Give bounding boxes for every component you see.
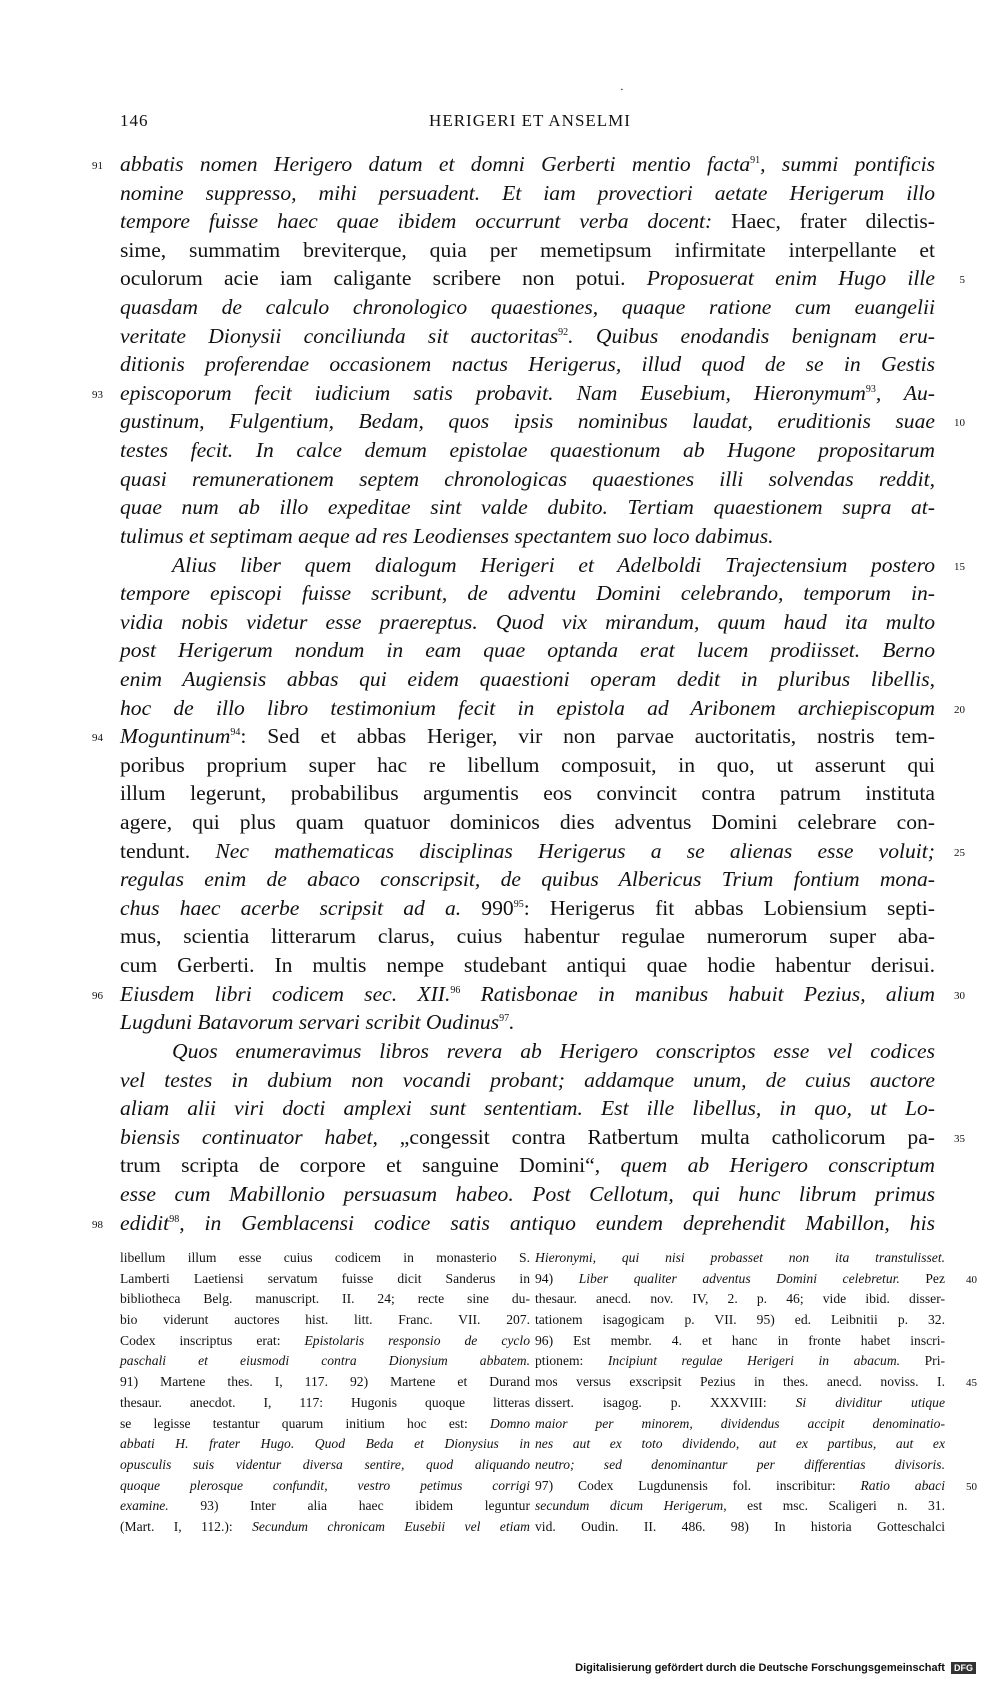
main-text-line [120, 350, 935, 379]
text-run: edidit [120, 1210, 170, 1235]
footnote-right-line [535, 1289, 945, 1310]
footnote-left-line [120, 1310, 530, 1331]
footnote-right-line [535, 1476, 977, 1497]
text-run: Incipiunt regulae Herigeri in abacum. [607, 1353, 901, 1369]
footnote-left-line [120, 1434, 530, 1455]
main-text-line [120, 1123, 965, 1152]
text-run: episcoporum fecit iudicium satis probavit. Nam Eusebium, Hieronymum [120, 380, 866, 405]
text-run: Pez [899, 1270, 945, 1286]
footnote-marker: 91 [92, 160, 103, 172]
footnote-left-line [120, 1496, 530, 1517]
text-run: Lamberti Laetiensi servatum fuisse dicit Sanderus in [120, 1270, 530, 1286]
footnote-right-line [535, 1434, 945, 1455]
main-text [92, 150, 965, 1237]
page-mark: ▪ [621, 88, 623, 93]
line-number: 50 [966, 1480, 977, 1493]
main-text-line [120, 779, 935, 808]
text-run: testes fecit. In calce demum epistolae quaestionum ab Hugone propositarum [120, 438, 935, 463]
footnote-reference: 93 [865, 383, 876, 395]
footnote-left-line [120, 1351, 530, 1372]
text-run: Lugduni Batavorum servari scribit Oudinus [120, 1010, 500, 1035]
text-run: : Sed et abbas Heriger, vir non parvae auctoritatis, nostris tem- [240, 724, 935, 749]
main-text-line [120, 1008, 935, 1037]
main-text-line [120, 1094, 935, 1123]
main-text-line [92, 379, 935, 408]
text-run: quoque plerosque confundit, vestro petimus corrigi [120, 1477, 530, 1493]
text-run: tationem isagogicam p. VII. 95) ed. Leibnitii p. 32. [535, 1312, 945, 1328]
text-run: dissert. isagog. p. XXXVIII: [535, 1394, 796, 1410]
text-run: ditionis proferendae occasionem nactus Herigerus, illud quod de se in Gestis [120, 352, 935, 377]
line-number: 10 [954, 417, 965, 430]
footnote-reference: 96 [450, 984, 461, 996]
footnote-right-line [535, 1269, 977, 1290]
main-text-line [92, 980, 965, 1009]
text-run: libellum illum esse cuius codicem in monasterio S. [120, 1250, 530, 1265]
footnote-left-line [120, 1393, 530, 1414]
main-text-line [120, 694, 965, 723]
main-text-line [120, 1037, 935, 1066]
text-run: : Herigerus fit abbas Lobiensium septi- [523, 895, 935, 920]
text-run: tempore fuisse haec quae ibidem occurrunt verba docent: [120, 209, 732, 234]
footnote-reference: 94 [230, 727, 241, 738]
main-text-line [92, 150, 935, 179]
text-run: 990 [481, 895, 514, 920]
footnote-marker: 94 [92, 732, 103, 745]
main-text-line [120, 207, 935, 236]
main-text-line [120, 551, 965, 580]
text-run: quasi remunerationem septem chronologicas quaestiones illi solvendas reddit, [120, 466, 935, 491]
text-run: oculorum acie iam caligante scribere non potui. [120, 266, 647, 291]
text-run: biensis continuator habet, [120, 1124, 400, 1149]
footnote-left-line [120, 1372, 530, 1393]
text-run: . [509, 1010, 515, 1035]
text-run: vel testes in dubium non vocandi probant; addamque unum, de cuius auctore [120, 1067, 935, 1092]
text-run: cum Gerberti. In multis nempe studebant antiqui quae hodie habentur derisui. [120, 953, 935, 978]
text-run: tulimus et septimam aeque ad res Leodienses spectantem suo loco dabimus. [120, 523, 774, 548]
line-number: 15 [954, 560, 965, 573]
text-run: abbati H. frater Hugo. Quod Beda et Dionysius in [120, 1436, 530, 1452]
footnote-left-line [120, 1289, 530, 1310]
main-text-line [120, 179, 935, 208]
main-text-line [120, 1066, 935, 1095]
text-run: agere, qui plus quam quatuor dominicos dies adventus Domini celebrare con- [120, 810, 935, 835]
text-run: ptionem: [535, 1353, 608, 1369]
text-run: tendunt. [120, 838, 216, 863]
text-run: Epistolaris responsio de cyclo [304, 1332, 530, 1348]
credit-text: Digitalisierung gefördert durch die Deutsche Forschungsgemeinschaft [575, 1662, 945, 1674]
text-run: veritate Dionysii conciliunda sit auctoritas [120, 323, 559, 348]
main-text-line [120, 951, 935, 980]
line-number: 30 [954, 989, 965, 1002]
text-run: Pri- [900, 1353, 945, 1369]
main-text-line [120, 579, 935, 608]
text-run: 93) Inter alia haec ibidem leguntur [168, 1498, 530, 1514]
text-run: 91) Martene thes. I, 117. 92) Martene et Durand [120, 1374, 530, 1390]
running-title: HERIGERI ET ANSELMI [429, 111, 631, 130]
text-run: vidia nobis videtur esse praereptus. Quod vix mirandum, quum haud ita multo [120, 609, 935, 634]
text-run: Proposuerat enim Hugo ille [646, 266, 935, 291]
text-run: Ratisbonae in manibus habuit Pezius, alium [460, 981, 936, 1006]
main-text-line [120, 465, 935, 494]
main-text-line [120, 636, 935, 665]
text-run: „congessit contra Ratbertum multa catholicorum pa- [399, 1124, 935, 1149]
text-run: maior per minorem, dividendus accipit denominatio- [535, 1415, 945, 1431]
running-head [120, 108, 940, 136]
footnote-right-line [535, 1331, 945, 1352]
main-text-line [120, 322, 935, 351]
text-run: chus haec acerbe scripsit ad a. [120, 895, 482, 920]
main-text-line [120, 922, 935, 951]
text-run: mus, scientia litterarum clarus, cuius habentur regulae numerorum super aba- [120, 924, 935, 949]
main-text-line [120, 407, 965, 436]
text-run: gustinum, Fulgentium, Bedam, quos ipsis nominibus laudat, eruditionis suae [120, 409, 935, 434]
footnote-right-line [535, 1351, 945, 1372]
main-text-line [92, 722, 935, 751]
text-run: se legisse testantur quarum initium hoc est: [120, 1415, 490, 1431]
text-run: Eiusdem libri codicem sec. XII. [120, 981, 451, 1006]
footnote-left-line [120, 1414, 530, 1435]
footnote-right-line [535, 1372, 977, 1393]
footnote-left-line [120, 1269, 530, 1290]
footnote-reference: 97 [499, 1013, 510, 1025]
footnote-right-line [535, 1393, 945, 1414]
footnote-right-line [535, 1414, 945, 1435]
footnote-left-line [120, 1476, 530, 1497]
page-number: 146 [120, 111, 149, 130]
text-run: paschali et eiusmodi contra Dionysium abbatem. [120, 1353, 530, 1369]
footnote-marker: 98 [92, 1218, 103, 1231]
footnote-left-line [120, 1517, 530, 1538]
line-number: 25 [954, 846, 965, 859]
text-run: neutro; sed denominantur per differentias divisoris. [535, 1456, 945, 1472]
text-run: Quos enumeravimus libros revera ab Herigero conscriptos esse vel codices [172, 1038, 935, 1063]
footnote-left-line [120, 1331, 530, 1352]
text-run: 94) [535, 1270, 579, 1286]
text-run: Liber qualiter adventus Domini celebretur. [578, 1270, 900, 1286]
footnote-marker: 93 [92, 388, 103, 401]
text-run: post Herigerum nondum in eam quae optanda erat lucem prodiisset. Berno [120, 638, 935, 663]
text-run: Ratio abaci [860, 1477, 945, 1493]
text-run: vid. Oudin. II. 486. 98) In historia Gotteschalci [535, 1518, 945, 1534]
text-run: secundum dicum Herigerum, [535, 1498, 727, 1514]
line-number: 45 [966, 1377, 977, 1390]
line-number: 40 [966, 1273, 977, 1286]
text-run: 96) Est membr. 4. et hanc in fronte habet inscri- [535, 1332, 945, 1348]
text-run: illum legerunt, probabilibus argumentis eos convincit contra patrum instituta [120, 781, 935, 806]
footnotes-left-column [120, 1248, 530, 1538]
footnote-right-line [535, 1248, 945, 1269]
main-text-line [120, 837, 965, 866]
main-text-line [120, 865, 935, 894]
digitization-credit [575, 1662, 976, 1674]
text-run: bio viderunt auctores hist. litt. Franc. VII. 207. [120, 1312, 530, 1328]
text-run: opusculis suis videntur diversa sentire, quod aliquando [120, 1456, 530, 1472]
text-run: Secundum chronicam Eusebii vel etiam [252, 1518, 531, 1534]
text-run: tempore episcopi fuisse scribunt, de adventu Domini celebrando, temporum in- [120, 581, 935, 606]
footnote-right-line [535, 1455, 945, 1476]
main-text-line [120, 665, 935, 694]
main-text-line [120, 264, 965, 293]
text-run: trum scripta de corpore et sanguine Domini“, [120, 1153, 621, 1178]
text-run: , summi pontificis [760, 152, 935, 176]
main-text-line [120, 436, 935, 465]
footnote-reference: 91 [750, 154, 761, 166]
main-text-line [120, 808, 935, 837]
text-run: esse cum Mabillonio persuasum habeo. Post Cellotum, qui hunc librum primus [120, 1181, 935, 1206]
footnote-left-line [120, 1248, 530, 1269]
text-run: mos versus exscripsit Pezius in thes. anecd. noviss. I. [535, 1374, 945, 1390]
text-run: nomine suppresso, mihi persuadent. Et iam provectiori aetate Herigerum illo [120, 180, 935, 205]
text-run: enim Augiensis abbas qui eidem quaestioni operam dedit in pluribus libellis, [120, 666, 935, 691]
text-run: . Quibus enodandis benignam eru- [568, 323, 935, 348]
footnote-left-line [120, 1455, 530, 1476]
text-run: poribus proprium super hac re libellum composuit, in quo, ut asserunt qui [120, 752, 935, 777]
text-run: aliam alii viri docti amplexi sunt sententiam. Est ille libellus, in quo, ut Lo- [120, 1096, 935, 1121]
text-run: bibliotheca Belg. manuscript. II. 24; recte sine du- [120, 1291, 530, 1307]
main-text-line [120, 894, 935, 923]
main-text-line [120, 1180, 935, 1209]
text-run: Alius liber quem dialogum Herigeri et Adelboldi Trajectensium postero [172, 552, 935, 577]
text-run: est msc. Scaligeri n. 31. [726, 1498, 945, 1514]
main-text-line [120, 293, 935, 322]
footnote-reference: 92 [558, 326, 569, 338]
main-text-line [120, 751, 935, 780]
main-text-line [120, 493, 935, 522]
text-run: Nec mathematicas disciplinas Herigerus a se alienas esse voluit; [215, 838, 935, 863]
text-run: abbatis nomen Herigero datum et domni Gerberti mentio facta [120, 152, 751, 176]
footnote-marker: 96 [92, 989, 103, 1002]
main-text-line [120, 1151, 935, 1180]
line-number: 20 [954, 703, 965, 716]
dfg-logo: DFG [951, 1662, 976, 1674]
footnote-right-line [535, 1496, 945, 1517]
footnote-reference: 95 [513, 898, 524, 910]
text-run: Si dividitur utique [795, 1394, 946, 1410]
text-run: Haec, frater dilectis- [731, 209, 935, 234]
main-text-line [92, 1209, 935, 1238]
text-run: regulas enim de abaco conscripsit, de quibus Albericus Trium fontium mona- [120, 867, 935, 892]
text-run: (Mart. I, 112.): [120, 1518, 253, 1534]
text-run: examine. [120, 1498, 169, 1514]
text-run: sime, summatim breviterque, quia per memetipsum infirmitate interpellante et [120, 237, 935, 262]
text-run: 97) Codex Lugdunensis fol. inscribitur: [535, 1477, 861, 1493]
text-run: Codex inscriptus erat: [120, 1332, 305, 1348]
text-run: Hieronymi, qui nisi probasset non ita transtulisset. [535, 1250, 945, 1265]
line-number: 35 [954, 1132, 965, 1145]
text-run: nes aut ex toto dividendo, aut ex partibus, aut ex [535, 1436, 945, 1452]
line-number: 5 [959, 274, 965, 287]
text-run: Domno [489, 1415, 530, 1431]
text-run: quae num ab illo expeditae sint valde dubito. Tertiam quaestionem supra at- [120, 495, 935, 520]
text-run: thesaur. anecdot. I, 117: Hugonis quoque litteras [120, 1394, 530, 1410]
text-run: thesaur. anecd. nov. IV, 2. p. 46; vide ibid. disser- [535, 1291, 945, 1307]
text-run: hoc de illo libro testimonium fecit in epistola ad Aribonem archiepiscopum [120, 695, 935, 720]
main-text-line [120, 522, 935, 551]
text-run: quasdam de calculo chronologico quaestiones, quaque ratione cum euangelii [120, 295, 935, 320]
footnote-right-line [535, 1310, 945, 1331]
text-run: , in Gemblacensi codice satis antiquo eundem deprehendit Mabillon, his [179, 1210, 935, 1235]
footnotes-right-column [535, 1248, 977, 1538]
main-text-line [120, 236, 935, 265]
text-run: Moguntinum [120, 724, 231, 749]
footnote-right-line [535, 1517, 945, 1538]
footnote-reference: 98 [169, 1213, 180, 1225]
main-text-line [120, 608, 935, 637]
text-run: quem ab Herigero conscriptum [620, 1153, 935, 1178]
text-run: , Au- [875, 380, 935, 405]
